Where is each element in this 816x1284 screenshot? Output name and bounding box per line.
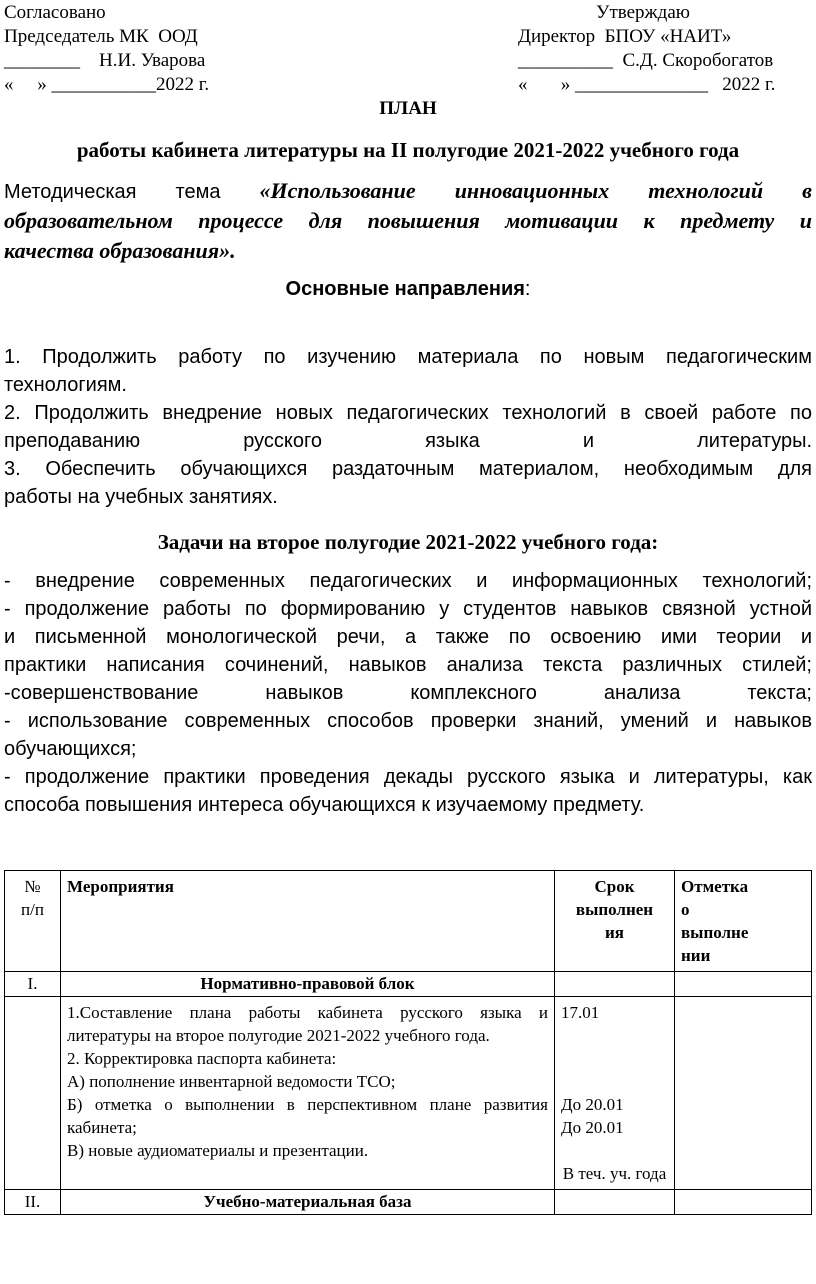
word: сочинений, (224, 654, 329, 676)
word: теории (716, 626, 782, 648)
section-row (5, 972, 812, 997)
plan-table (4, 870, 812, 1215)
word: литературы, (653, 766, 769, 788)
method-theme-word: предмету (680, 208, 775, 233)
word: для (777, 458, 813, 480)
section-mark (675, 1190, 812, 1215)
word: по (790, 402, 812, 424)
word: педагогических (346, 402, 489, 424)
task-line (4, 654, 812, 677)
section-row (5, 1190, 812, 1215)
section-title: Учебно-материальная база (61, 1190, 555, 1215)
word: педагогическим (665, 346, 812, 368)
task-line (4, 626, 812, 649)
row-mark (675, 997, 812, 1190)
method-theme-word: к (643, 208, 655, 233)
approval-right-line4: « » ______________ 2022 г. (518, 74, 776, 95)
method-theme-word: в (802, 178, 812, 203)
direction-line (4, 458, 812, 481)
deadline-value: До 20.01 (561, 1118, 624, 1137)
word: ими (660, 626, 697, 648)
word: технологий (502, 402, 607, 424)
word: своей (644, 402, 699, 424)
word: Обеспечить (45, 458, 156, 480)
word: проведения (259, 766, 370, 788)
method-theme-line3: качества образования». (4, 238, 236, 263)
word: а (405, 626, 417, 648)
header-mark-line: нии (681, 946, 711, 965)
header-deadline-line: Срок (594, 877, 635, 896)
word: способов (327, 710, 414, 732)
method-theme-word: повышения (367, 208, 480, 233)
directions-heading (0, 278, 816, 301)
word: работы (163, 598, 231, 620)
word: литературы. (697, 430, 813, 452)
word: по (263, 346, 286, 368)
word: навыков (348, 654, 427, 676)
word: внедрение (35, 570, 135, 592)
word: практики (4, 654, 87, 676)
word: внедрение (162, 402, 262, 424)
word: знаний, (533, 710, 604, 732)
word: работе (711, 402, 777, 424)
word: и (4, 626, 16, 648)
task-line (4, 598, 812, 621)
word: письменной (34, 626, 147, 648)
word: и (476, 570, 488, 592)
word: современных (159, 570, 285, 592)
row-deadline (555, 997, 675, 1190)
method-theme-word: и (799, 208, 813, 233)
word: продолжение (24, 766, 150, 788)
word: - (4, 766, 11, 788)
event-line: Б) отметка о выполнении в перспективном плане развития кабинета; (67, 1095, 548, 1137)
task-line (4, 766, 812, 789)
word: текста; (747, 682, 812, 704)
approval-right-line3: __________ С.Д. Скоробогатов (518, 50, 774, 71)
word: у (439, 598, 450, 620)
word: декады (383, 766, 453, 788)
word: обучающихся (180, 458, 308, 480)
word: как (782, 766, 812, 788)
header-mark-line: Отметка (681, 877, 749, 896)
event-line: 1.Составление плана работы кабинета русского языка и литературы на второе полугодие 2021-2022 учебного года. (67, 1003, 548, 1045)
method-theme-label: Методическая (4, 181, 137, 203)
word: по (539, 346, 562, 368)
approval-left-line1: Согласовано (4, 2, 106, 23)
word: русского (243, 430, 322, 452)
word: монологической (166, 626, 318, 648)
header-mark-line: о (681, 900, 690, 919)
method-theme-word: процессе (198, 208, 284, 233)
word: продолжение (24, 598, 150, 620)
header-deadline (555, 871, 675, 972)
word: 1. (4, 346, 21, 368)
method-theme-word: технологий (648, 178, 764, 203)
direction-line (4, 430, 812, 453)
task-line (4, 570, 812, 593)
word: и (800, 626, 813, 648)
word: по (508, 626, 531, 648)
word: навыков (570, 598, 649, 620)
word: материалом, (479, 458, 600, 480)
word: также (435, 626, 490, 648)
header-mark-line: выполне (681, 923, 749, 942)
word: Продолжить (34, 402, 149, 424)
word: анализа (603, 682, 681, 704)
deadline-value: До 20.01 (561, 1095, 624, 1114)
section-deadline (555, 1190, 675, 1215)
word: и (705, 710, 718, 732)
word: работу (178, 346, 242, 368)
approval-right-line2: Директор БПОУ «НАИТ» (518, 26, 732, 47)
word: освоению (550, 626, 642, 648)
word: умений (620, 710, 689, 732)
word: текста (543, 654, 603, 676)
word: 3. (4, 458, 21, 480)
event-line: В) новые аудиоматериалы и презентации. (67, 1141, 369, 1160)
word: преподаванию (4, 430, 141, 452)
word: новым (583, 346, 645, 368)
method-theme-word: тема (175, 181, 221, 203)
table-header-row (5, 871, 812, 972)
word: языка (425, 430, 480, 452)
word: 2. (4, 402, 21, 424)
directions-heading-colon: : (524, 278, 531, 300)
word: и (582, 430, 595, 452)
word: практики (163, 766, 246, 788)
deadline-spacer (561, 1139, 668, 1162)
method-theme-word: «Использование (259, 178, 416, 203)
word: материала (417, 346, 519, 368)
document-title: ПЛАН (379, 98, 437, 119)
word: педагогических (309, 570, 452, 592)
word: различных (622, 654, 723, 676)
method-theme-line1 (4, 178, 812, 204)
word: языка (559, 766, 615, 788)
word: использование (27, 710, 168, 732)
approval-left-line3: ________ Н.И. Уварова (4, 50, 206, 71)
word: речи, (336, 626, 386, 648)
header-mark (675, 871, 812, 972)
method-theme-word: для (308, 208, 343, 233)
task-line: обучающихся; (4, 738, 137, 760)
event-line: 2. Корректировка паспорта кабинета: (67, 1049, 337, 1068)
word: и (628, 766, 640, 788)
word: Продолжить (42, 346, 157, 368)
tasks-heading: Задачи на второе полугодие 2021-2022 учебного года: (157, 530, 659, 554)
word: анализа (446, 654, 524, 676)
section-deadline (555, 972, 675, 997)
direction-line (4, 402, 812, 425)
word: информационных (511, 570, 678, 592)
word: новых (275, 402, 333, 424)
word: раздаточным (332, 458, 455, 480)
header-event: Мероприятия (61, 871, 555, 972)
section-num: II. (5, 1190, 61, 1215)
word: необходимым (623, 458, 754, 480)
header-num-line: № (24, 877, 41, 896)
event-line: А) пополнение инвентарной ведомости ТСО; (67, 1072, 396, 1091)
header-deadline-line: ия (605, 923, 624, 942)
word: связной (662, 598, 736, 620)
word: устной (749, 598, 812, 620)
word: написания (106, 654, 205, 676)
word: студентов (463, 598, 557, 620)
task-line: способа повышения интереса обучающихся к изучаемому предмету. (4, 794, 645, 816)
deadline-value: 17.01 (561, 1003, 600, 1022)
row-event (61, 997, 555, 1190)
method-theme-word: мотивации (505, 208, 619, 233)
direction-line: работы на учебных занятиях. (4, 486, 278, 508)
method-theme-word: инновационных (454, 178, 610, 203)
word: в (620, 402, 631, 424)
word: по (244, 598, 267, 620)
task-line (4, 682, 812, 705)
directions-heading-text: Основные направления (285, 278, 525, 300)
word: навыков (265, 682, 344, 704)
task-line (4, 710, 812, 733)
word: -совершенствование (4, 682, 199, 704)
header-num (5, 871, 61, 972)
direction-line (4, 346, 812, 369)
method-theme-word: образовательном (4, 208, 173, 233)
direction-line: технологиям. (4, 374, 127, 396)
word: - (4, 570, 11, 592)
section-num: I. (5, 972, 61, 997)
section-mark (675, 972, 812, 997)
word: комплексного (410, 682, 537, 704)
deadline-value: В теч. уч. года (562, 1164, 667, 1183)
word: русского (467, 766, 546, 788)
word: стилей; (742, 654, 812, 676)
word: формированию (280, 598, 426, 620)
word: - (4, 710, 11, 732)
deadline-spacer (561, 1024, 668, 1093)
method-theme-line2 (4, 208, 812, 234)
word: навыков (734, 710, 813, 732)
approval-left-line4: « » ___________2022 г. (4, 74, 210, 95)
approval-right-line1: Утверждаю (596, 2, 690, 23)
word: современных (184, 710, 311, 732)
row-num (5, 997, 61, 1190)
document-subtitle: работы кабинета литературы на II полугодие 2021-2022 учебного года (76, 138, 740, 162)
word: изучению (307, 346, 397, 368)
word: технологий; (702, 570, 812, 592)
word: проверки (430, 710, 517, 732)
header-deadline-line: выполнен (575, 900, 654, 919)
header-num-line: п/п (21, 900, 44, 919)
section-title: Нормативно-правовой блок (61, 972, 555, 997)
word: - (4, 598, 11, 620)
approval-left-line2: Председатель МК ООД (4, 26, 198, 47)
table-row (5, 997, 812, 1190)
